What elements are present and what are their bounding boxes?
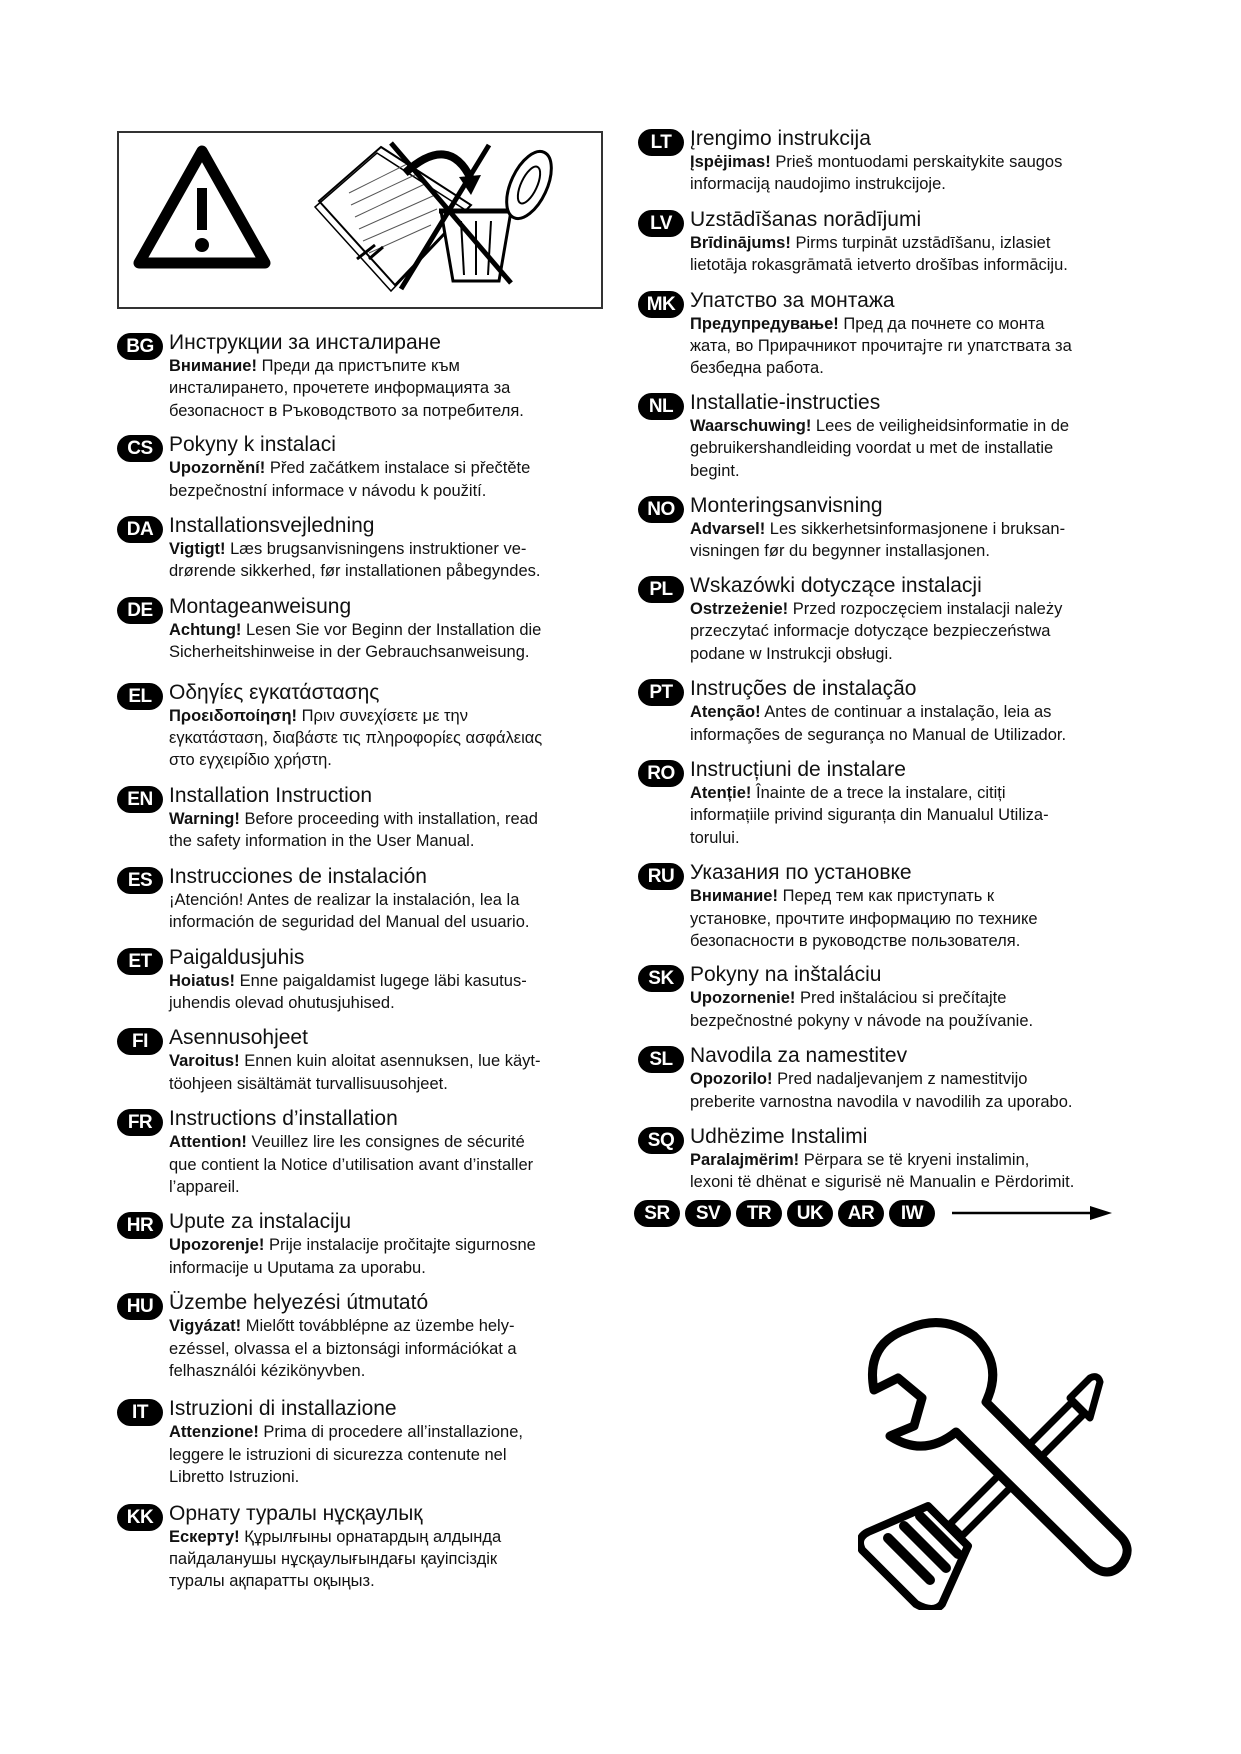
language-section-es xyxy=(117,864,607,934)
warning-label: Внимание! xyxy=(169,357,257,375)
warning-label: Προειδοποίηση! xyxy=(169,706,298,725)
section-title: Instructions d’installation xyxy=(169,1107,398,1131)
arrow-right-icon xyxy=(952,1206,1112,1220)
language-badge: MK xyxy=(638,291,684,318)
section-title: Installation Instruction xyxy=(169,783,373,807)
section-title: Üzembe helyezési útmutató xyxy=(169,1291,429,1315)
section-body xyxy=(690,518,1128,563)
body-line: установке, прочтите информацию по технике xyxy=(690,909,1038,928)
warning-label: Upozornenie! xyxy=(690,989,796,1008)
section-title: Указания по установке xyxy=(690,861,912,885)
language-badge: EL xyxy=(117,683,163,710)
language-badge-sr: SR xyxy=(634,1200,680,1227)
section-title: Installationsvejledning xyxy=(169,514,375,538)
section-title: Monteringsanvisning xyxy=(690,494,883,518)
warning-triangle-icon xyxy=(139,151,265,263)
body-line: informacije u Uputama za uporabu. xyxy=(169,1258,426,1277)
language-badge: SK xyxy=(638,965,684,992)
body-line: Преди да пристъпите към xyxy=(261,357,460,375)
body-line: torului. xyxy=(690,828,740,847)
language-badge: NL xyxy=(638,393,684,420)
language-badge: IT xyxy=(117,1399,163,1426)
language-section-sq xyxy=(638,1124,1128,1194)
body-line: Құрылғыны орнатардың алдында xyxy=(244,1527,502,1546)
body-line: στο εγχειρίδιο χρήστη. xyxy=(169,751,332,770)
section-title: Wskazówki dotyczące instalacji xyxy=(690,573,982,597)
section-title: Asennusohjeet xyxy=(169,1026,308,1050)
body-line: Les sikkerhetsinformasjonene i bruksan- xyxy=(769,520,1066,539)
warning-label: Achtung! xyxy=(169,620,242,639)
body-line: Пред да почнете со монта xyxy=(843,314,1045,333)
warning-label: Hoiatus! xyxy=(169,971,235,990)
body-line: Przed rozpoczęciem instalacji należy xyxy=(792,599,1063,618)
section-body xyxy=(169,619,607,664)
body-line: lietotāja rokasgrāmatā ietverto drošības informāciju. xyxy=(690,256,1068,275)
section-body xyxy=(690,1149,1128,1194)
language-section-bg xyxy=(117,330,607,422)
body-line: Përpara se të kryeni instalimin, xyxy=(803,1150,1030,1169)
language-badge: PT xyxy=(638,679,684,706)
body-line: Prima di procedere all’installazione, xyxy=(263,1423,523,1442)
language-section-fi xyxy=(117,1025,607,1095)
section-body xyxy=(169,705,607,772)
section-body xyxy=(169,1234,607,1279)
body-line: juhendis olevad ohutusjuhised. xyxy=(169,993,395,1012)
section-title: Upute za instalaciju xyxy=(169,1210,352,1234)
section-body xyxy=(690,885,1128,952)
body-line: felhasználói kézikönyvben. xyxy=(169,1361,366,1380)
section-body xyxy=(690,151,1128,196)
body-line: que contient la Notice d’utilisation avant d’installer xyxy=(169,1155,534,1174)
section-body xyxy=(690,598,1128,665)
section-body xyxy=(169,1050,607,1095)
language-section-mk xyxy=(638,288,1128,380)
warning-label: Brīdinājums! xyxy=(690,233,791,252)
body-line: Pirms turpināt uzstādīšanu, izlasiet xyxy=(795,233,1051,252)
language-badge: FR xyxy=(117,1109,163,1136)
warning-label: Waarschuwing! xyxy=(690,416,812,435)
body-line: Před začátkem instalace si přečtěte xyxy=(269,459,531,478)
section-title: Instrucțiuni de instalare xyxy=(690,757,906,781)
body-line: Veuillez lire les consignes de sécurité xyxy=(251,1133,525,1152)
right-column xyxy=(638,126,1128,1204)
language-section-kk xyxy=(117,1501,607,1593)
body-line: begint. xyxy=(690,461,740,480)
manual-in-bin-icon xyxy=(315,143,561,291)
section-body xyxy=(169,538,607,583)
warning-label: Varoitus! xyxy=(169,1052,240,1071)
language-section-cs xyxy=(117,432,607,502)
language-section-fr xyxy=(117,1106,607,1198)
language-section-hu xyxy=(117,1290,607,1382)
warning-label: Įspėjimas! xyxy=(690,153,771,171)
language-badge: ET xyxy=(117,948,163,975)
language-section-sl xyxy=(638,1043,1128,1113)
body-line: lexoni të dhënat e sigurisë në Manualin e Përdorimit. xyxy=(690,1173,1075,1192)
warning-label: Предупредување! xyxy=(690,314,839,333)
body-line: пайдаланушы нұсқаулығындағы қауіпсіздік xyxy=(169,1550,498,1568)
language-section-el xyxy=(117,680,607,772)
body-line: drørende sikkerhed, før installationen påbegyndes. xyxy=(169,562,541,581)
section-title: Istruzioni di installazione xyxy=(169,1397,397,1421)
body-line: Pred inštaláciou si prečítajte xyxy=(800,989,1007,1008)
section-body xyxy=(169,1131,607,1198)
language-badge: LV xyxy=(638,210,684,237)
warning-label: Attention! xyxy=(169,1133,247,1152)
section-title: Įrengimo instrukcija xyxy=(690,127,871,150)
body-line: Antes de continuar a instalação, leia as xyxy=(764,703,1052,722)
section-body xyxy=(690,987,1128,1032)
body-line: безбедна работа. xyxy=(690,359,824,378)
body-line: туралы ақпаратты оқыңыз. xyxy=(169,1572,375,1591)
warning-label: Opozorilo! xyxy=(690,1070,773,1089)
language-badge: BG xyxy=(117,333,163,360)
body-line: Enne paigaldamist lugege läbi kasutus- xyxy=(239,971,527,990)
language-section-pl xyxy=(638,573,1128,665)
language-badge: HR xyxy=(117,1212,163,1239)
language-badge: HU xyxy=(117,1293,163,1320)
language-section-no xyxy=(638,493,1128,563)
section-title: Udhëzime Instalimi xyxy=(690,1124,868,1148)
warning-label: Vigtigt! xyxy=(169,540,226,559)
body-line: безопасност в Ръководството за потребителя. xyxy=(169,401,524,420)
body-line: gebruikershandleiding voordat u met de installatie xyxy=(690,439,1054,458)
body-line: informațiile privind siguranța din Manualul Utiliza- xyxy=(690,806,1049,825)
section-body xyxy=(690,232,1128,277)
language-section-et xyxy=(117,945,607,1015)
warning-label: Внимание! xyxy=(690,887,778,906)
body-line: informações de segurança no Manual de Utilizador. xyxy=(690,725,1067,744)
language-badge-ar: AR xyxy=(838,1200,884,1227)
section-body xyxy=(690,415,1128,482)
body-line: Prieš montuodami perskaitykite saugos xyxy=(775,153,1063,171)
language-section-pt xyxy=(638,676,1128,746)
body-line: Pred nadaljevanjem z namestitvijo xyxy=(777,1070,1028,1089)
section-title: Instruções de instalação xyxy=(690,677,917,701)
body-line: leggere le istruzioni di sicurezza contenute nel xyxy=(169,1445,507,1464)
language-badge: EN xyxy=(117,786,163,813)
section-body xyxy=(169,1421,607,1488)
language-badge: PL xyxy=(638,576,684,603)
language-badge-tr: TR xyxy=(736,1200,782,1227)
warning-label: Ostrzeżenie! xyxy=(690,599,789,618)
language-badge-uk: UK xyxy=(787,1200,833,1227)
section-title: Инструкции за инсталиране xyxy=(169,331,441,354)
language-section-it xyxy=(117,1396,607,1488)
body-line: Libretto Istruzioni. xyxy=(169,1468,300,1487)
section-title: Упатство за монтажа xyxy=(690,288,895,312)
language-section-da xyxy=(117,513,607,583)
body-line: Prije instalacije pročitajte sigurnosne xyxy=(268,1236,536,1255)
section-title: Οδηγίες εγκατάστασης xyxy=(169,680,380,704)
language-badge: NO xyxy=(638,496,684,523)
body-line: Lesen Sie vor Beginn der Installation die xyxy=(246,620,542,639)
warning-label: Advarsel! xyxy=(690,520,766,539)
body-line: töohjeen sisältämät turvallisuusohjeet. xyxy=(169,1074,448,1093)
body-line: información de seguridad del Manual del usuario. xyxy=(169,913,530,932)
section-body xyxy=(690,1068,1128,1113)
warning-label: Attenzione! xyxy=(169,1423,259,1442)
language-section-de xyxy=(117,594,607,664)
language-section-en xyxy=(117,783,607,853)
section-title: Pokyny na inštaláciu xyxy=(690,963,882,987)
section-body xyxy=(169,1315,607,1382)
warning-label: Paralajmërim! xyxy=(690,1150,800,1169)
tools-illustration xyxy=(858,1318,1132,1615)
section-title: Installatie-instructies xyxy=(690,390,881,414)
language-badge: DA xyxy=(117,516,163,543)
body-line: Læs brugsanvisningens instruktioner ve- xyxy=(230,540,527,559)
body-line: ezéssel, olvassa el a biztonsági információkat a xyxy=(169,1339,517,1358)
language-badge: SL xyxy=(638,1046,684,1073)
section-title: Pokyny k instalaci xyxy=(169,433,336,457)
warning-label: Atenção! xyxy=(690,703,761,722)
language-badge: RU xyxy=(638,863,684,890)
language-badge: KK xyxy=(117,1504,163,1531)
language-section-lv xyxy=(638,207,1128,277)
language-section-ro xyxy=(638,757,1128,849)
section-body xyxy=(169,1526,607,1593)
section-body xyxy=(690,701,1128,746)
body-line: visningen før du begynner installasjonen. xyxy=(690,542,990,561)
section-body xyxy=(169,889,607,934)
body-line: l’appareil. xyxy=(169,1177,240,1196)
body-line: informaciją naudojimo instrukcijoje. xyxy=(690,175,946,194)
warning-label: Vigyázat! xyxy=(169,1317,242,1336)
language-section-sk xyxy=(638,962,1128,1032)
more-languages-row xyxy=(634,1198,1112,1228)
warning-label: Upozornění! xyxy=(169,459,266,478)
body-line: инсталирането, прочетете информацията за xyxy=(169,379,511,398)
body-line: жата, во Прирачникот прочитајте ги упатствата за xyxy=(690,337,1072,356)
section-title: Орнату туралы нұсқаулық xyxy=(169,1501,423,1525)
left-column xyxy=(117,330,607,1603)
language-badge-sv: SV xyxy=(685,1200,731,1227)
body-line: the safety information in the User Manual. xyxy=(169,832,475,851)
language-badge: LT xyxy=(638,129,684,156)
body-line: preberite varnostna navodila v navodilih za uporabo. xyxy=(690,1092,1073,1111)
wrench-screwdriver-icon xyxy=(858,1318,1132,1610)
warning-label: Warning! xyxy=(169,809,240,828)
language-badge: CS xyxy=(117,435,163,462)
warning-label: Upozorenje! xyxy=(169,1236,265,1255)
language-badge: FI xyxy=(117,1028,163,1055)
body-line: εγκατάσταση, διαβάστε τις πληροφορίες ασφάλειας xyxy=(169,729,543,748)
language-section-lt xyxy=(638,126,1128,196)
section-title: Instrucciones de instalación xyxy=(169,864,427,888)
body-line: Πριν συνεχίσετε με την xyxy=(301,706,468,725)
section-body xyxy=(169,457,607,502)
body-line: Mielőtt továbblépne az üzembe hely- xyxy=(245,1317,515,1336)
language-badge: SQ xyxy=(638,1127,684,1154)
body-line: przeczytać informacje dotyczące bezpieczeństwa xyxy=(690,622,1051,641)
language-badge: DE xyxy=(117,597,163,624)
language-section-nl xyxy=(638,390,1128,482)
section-title: Montageanweisung xyxy=(169,594,352,618)
body-line: Sicherheitshinweise in der Gebrauchsanweisung. xyxy=(169,643,530,662)
section-body xyxy=(169,970,607,1015)
body-line: Перед тем как приступать к xyxy=(782,887,995,906)
section-body xyxy=(690,313,1128,380)
body-line: bezpečnostné pokyny v návode na používanie. xyxy=(690,1011,1034,1030)
body-line: podane w Instrukcji obsługi. xyxy=(690,644,893,663)
section-title: Paigaldusjuhis xyxy=(169,945,305,969)
warning-illustration xyxy=(117,131,603,309)
warning-label: Ескерту! xyxy=(169,1527,240,1546)
section-body xyxy=(169,808,607,853)
body-line: Lees de veiligheidsinformatie in de xyxy=(815,416,1070,435)
body-line: Ennen kuin aloitat asennuksen, lue käyt- xyxy=(244,1052,541,1071)
section-title: Navodila za namestitev xyxy=(690,1044,908,1068)
body-line: bezpečnostní informace v návodu k použití. xyxy=(169,481,487,500)
body-line: ¡Atención! Antes de realizar la instalación, lea la xyxy=(169,890,520,909)
section-title: Uzstādīšanas norādījumi xyxy=(690,207,922,231)
section-body xyxy=(169,355,607,422)
language-section-hr xyxy=(117,1209,607,1279)
language-badge: ES xyxy=(117,867,163,894)
body-line: Before proceeding with installation, read xyxy=(244,809,538,828)
language-section-ru xyxy=(638,860,1128,952)
body-line: Înainte de a trece la instalare, citiți xyxy=(756,783,1006,802)
warning-label: Atenție! xyxy=(690,783,752,802)
body-line: безопасности в руководстве пользователя. xyxy=(690,931,1021,950)
language-badge-iw: IW xyxy=(889,1200,935,1227)
language-badge: RO xyxy=(638,760,684,787)
section-body xyxy=(690,782,1128,849)
warning-illustration-graphic xyxy=(119,133,601,307)
